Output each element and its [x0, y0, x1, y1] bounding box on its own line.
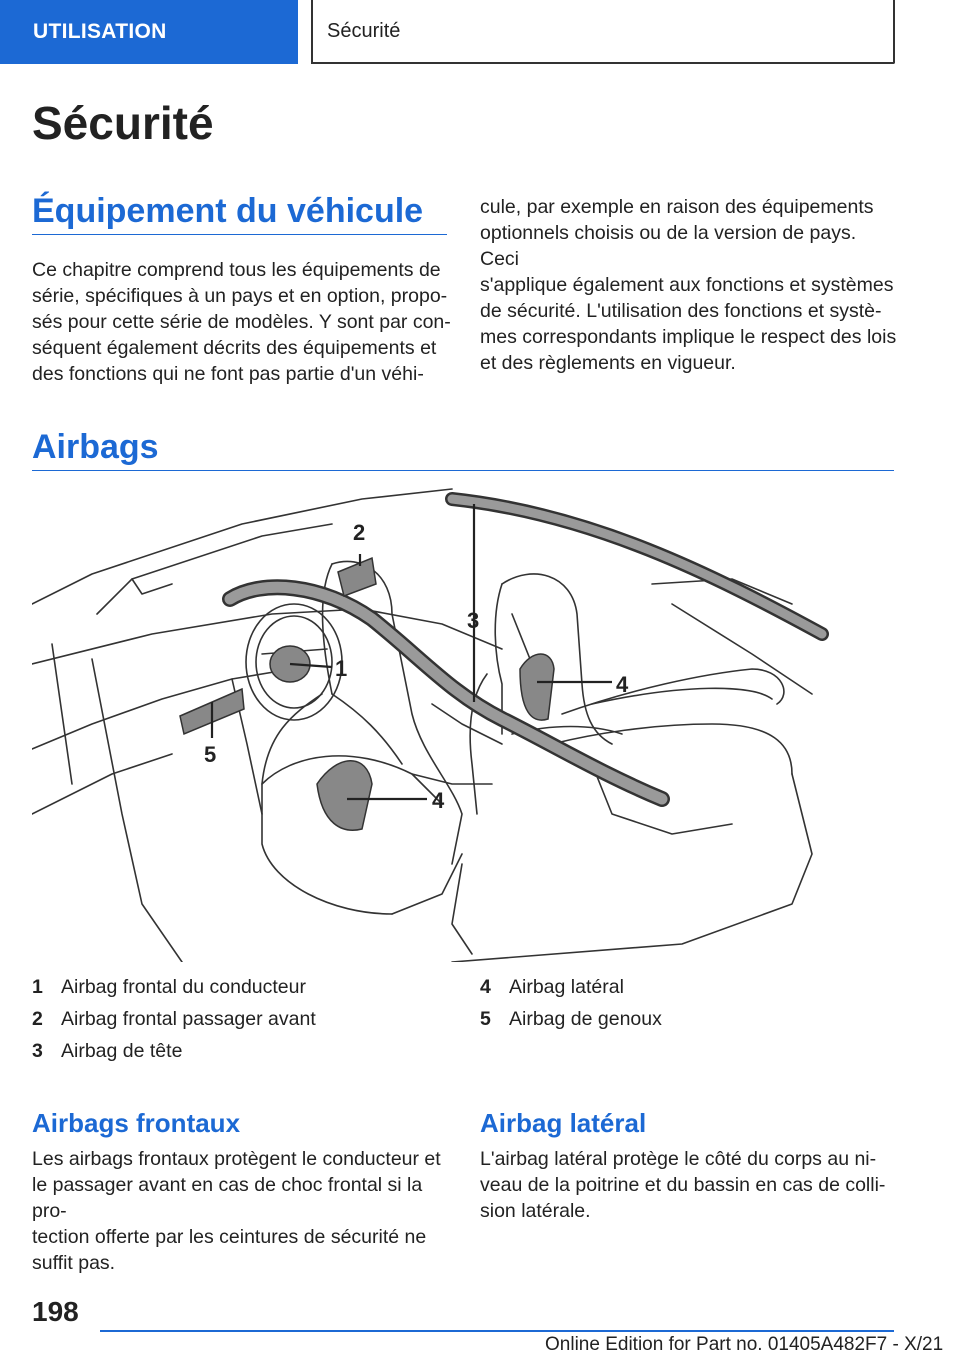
passenger-frontal-airbag	[338, 558, 376, 596]
chapter-box: Sécurité	[311, 0, 895, 64]
legend-left	[32, 971, 316, 1067]
legend-item: 3 Airbag de tête	[32, 1040, 183, 1062]
airbags-rule	[32, 470, 894, 471]
equipment-rule	[32, 234, 447, 235]
frontal-airbags-paragraph: Les airbags frontaux protègent le conducteur et le passager avant en cas de choc frontal si la pro- tection offerte par les ceintures de sécurité ne suffit pas.	[32, 1148, 441, 1274]
callout-4b: 4	[432, 788, 445, 813]
callout-2: 2	[353, 520, 366, 545]
section-tab: UTILISATION	[0, 0, 298, 64]
frontal-airbags-title: Airbags frontaux	[32, 1108, 241, 1138]
equipment-title: Équipement du véhicule	[32, 192, 424, 230]
side-airbag-passenger	[520, 654, 554, 720]
side-airbag-driver	[317, 761, 372, 830]
side-airbag-paragraph: L'airbag latéral protège le côté du corps au ni- veau de la poitrine et du bassin en cas de colli- sion latérale.	[480, 1148, 886, 1222]
side-airbag-title: Airbag latéral	[480, 1108, 647, 1138]
legend-item: 2 Airbag frontal passager avant	[32, 1008, 316, 1030]
page-title: Sécurité	[32, 97, 214, 149]
edition-footer: Online Edition for Part no. 01405A482F7 - X/21	[545, 1334, 944, 1355]
footer-rule	[100, 1330, 894, 1332]
equipment-paragraph-col2: cule, par exemple en raison des équipements optionnels choisis ou de la version de pays. Ceci s'applique également aux fonctions et systèmes de sécurité. L'utilisation des fonctions et systè- mes correspondants implique le respect des lois et des règlements en vigueur.	[480, 196, 897, 374]
legend-item: 4 Airbag latéral	[480, 976, 624, 998]
equipment-paragraph-col1: Ce chapitre comprend tous les équipements de série, spécifiques à un pays et en option, propo- sés pour cette série de modèles. Y sont par con- séquent également décrits des équipements et des fonctions qui ne font pas partie d'un véhi-	[32, 259, 451, 385]
legend-item: 5 Airbag de genoux	[480, 1008, 662, 1030]
airbags-title: Airbags	[32, 428, 159, 466]
callout-4a: 4	[616, 672, 629, 697]
callout-3: 3	[467, 608, 480, 633]
airbag-location-illustration	[32, 484, 894, 962]
page-number: 198	[32, 1296, 79, 1327]
callout-1: 1	[335, 656, 348, 681]
legend-right	[480, 971, 662, 1035]
head-airbag-curtain-roof	[452, 499, 822, 634]
legend-item: 1 Airbag frontal du conducteur	[32, 976, 306, 998]
callout-5: 5	[204, 742, 217, 767]
